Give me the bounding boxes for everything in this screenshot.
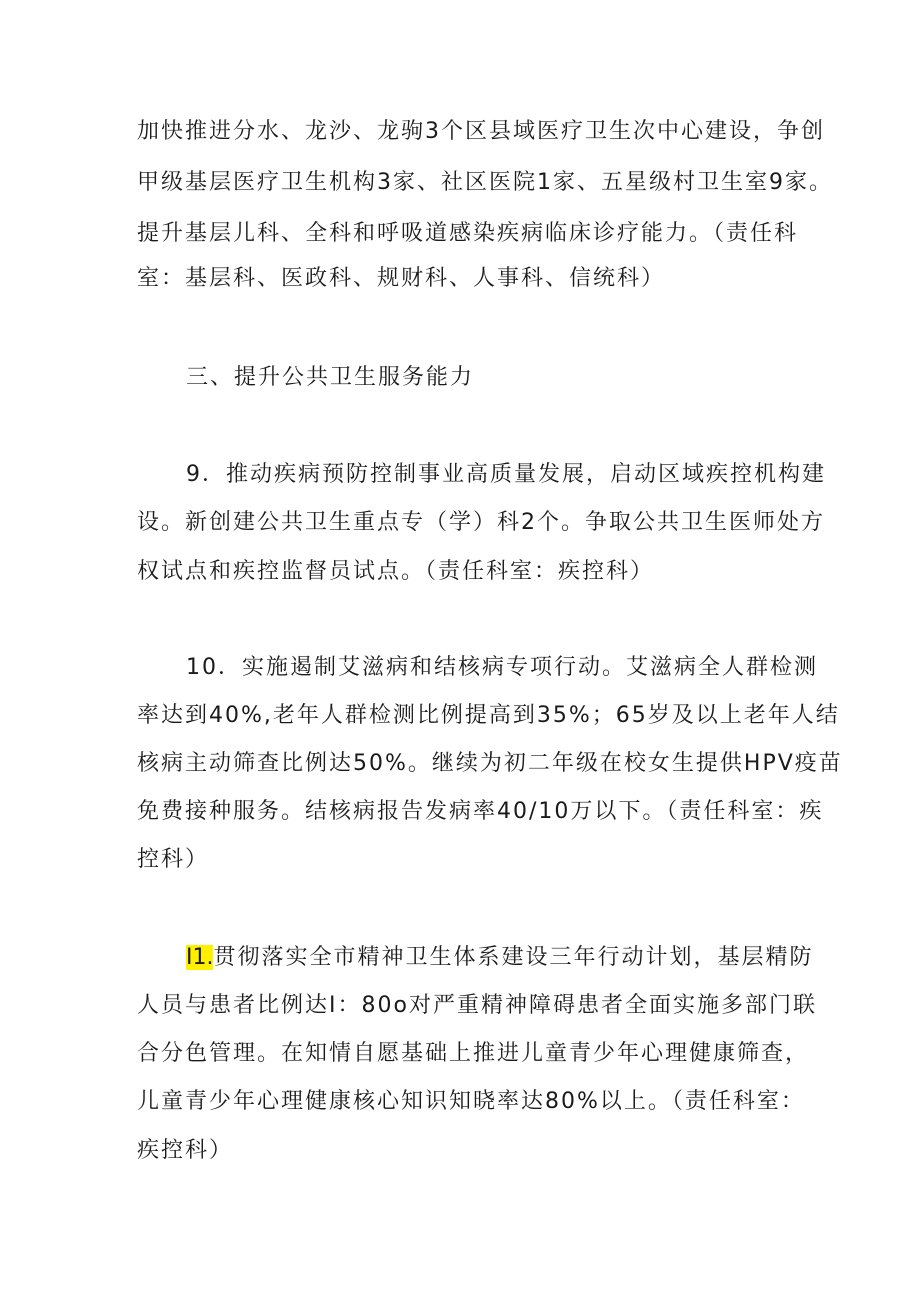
paragraph-line: 控科）	[137, 847, 210, 872]
paragraph-line: 提升基层儿科、全科和呼吸道感染疾病临床诊疗能力。（责任科	[137, 221, 799, 246]
paragraph-line: 率达到40%,老年人群检测比例提高到35%；65岁及以上老年人结	[137, 703, 840, 728]
paragraph-line: 核病主动筛查比例达50%。继续为初二年级在校女生提供HPV疫苗	[137, 751, 843, 776]
paragraph-line-first	[186, 943, 814, 973]
paragraph-line: 合分色管理。在知情自愿基础上推进儿童青少年心理健康筛查，	[137, 1041, 810, 1066]
paragraph-line: 甲级基层医疗卫生机构3家、社区医院1家、五星级村卫生室9家。	[137, 170, 833, 195]
paragraph-line: 人员与患者比例达I：80o对严重精神障碍患者全面实施多部门联	[137, 993, 817, 1018]
section-heading: 三、提升公共卫生服务能力	[186, 365, 475, 390]
paragraph-line: 设。新创建公共卫生重点专（学）科2个。争取公共卫生医师处方	[137, 510, 825, 535]
paragraph-line: 加快推进分水、龙沙、龙驹3个区县域医疗卫生次中心建设，争创	[137, 119, 825, 144]
paragraph-line: 9．推动疾病预防控制事业高质量发展，启动区域疾控机构建	[186, 462, 826, 487]
paragraph-line: 疾控科）	[137, 1138, 234, 1163]
paragraph-line: 儿童青少年心理健康核心知识知晓率达80%以上。（责任科室：	[137, 1089, 805, 1114]
paragraph-line: 室：基层科、医政科、规财科、人事科、信统科）	[137, 266, 666, 291]
paragraph-line-text: 贯彻落实全市精神卫生体系建设三年行动计划，基层精防	[213, 945, 814, 970]
highlighted-item-number: I1.	[186, 945, 214, 970]
paragraph-line: 免费接种服务。结核病报告发病率40/10万以下。（责任科室：疾	[137, 799, 824, 824]
paragraph-line: 权试点和疾控监督员试点。（责任科室：疾控科）	[137, 559, 655, 584]
paragraph-line: 10．实施遏制艾滋病和结核病专项行动。艾滋病全人群检测	[186, 655, 818, 680]
